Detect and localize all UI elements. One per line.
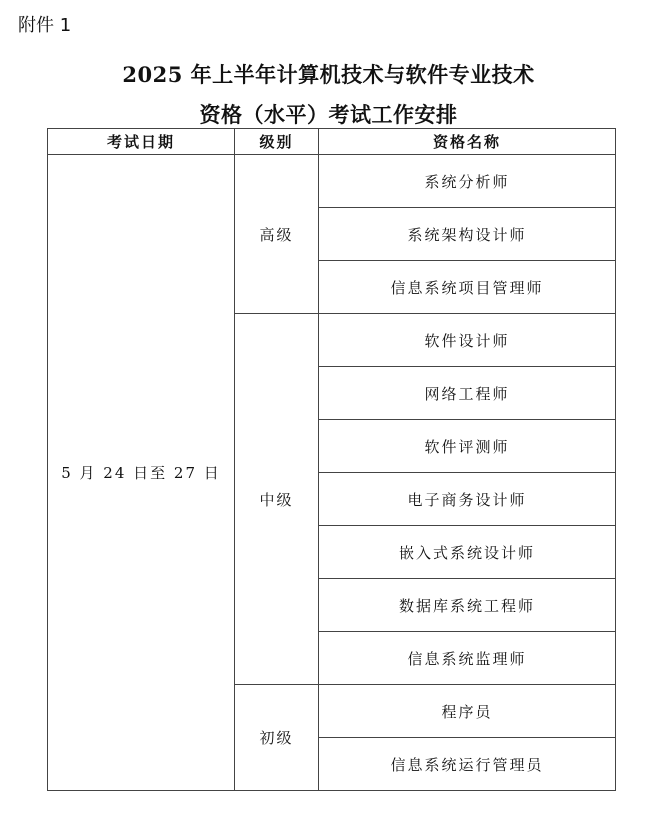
document-title-line-2: 资格（水平）考试工作安排 [199,102,458,127]
qualification-cell: 信息系统监理师 [319,632,616,685]
table-row [48,155,616,208]
header-level: 级别 [235,129,319,155]
qualification-cell: 系统分析师 [319,155,616,208]
qualification-cell: 程序员 [319,685,616,738]
qualification-cell: 电子商务设计师 [319,473,616,526]
level-cell-junior: 初级 [235,685,319,791]
qualification-cell: 数据库系统工程师 [319,579,616,632]
document-title-line-1: 2025 年上半年计算机技术与软件专业技术 [122,62,535,87]
table-header-row [48,129,616,155]
qualification-cell: 网络工程师 [319,367,616,420]
exam-schedule-table [47,128,616,791]
qualification-cell: 信息系统运行管理员 [319,738,616,791]
qualification-cell: 系统架构设计师 [319,208,616,261]
qualification-cell: 软件设计师 [319,314,616,367]
qualification-cell: 信息系统项目管理师 [319,261,616,314]
level-cell-intermediate: 中级 [235,314,319,685]
level-cell-senior: 高级 [235,155,319,314]
header-exam-date: 考试日期 [48,129,235,155]
header-qualification-name: 资格名称 [319,129,616,155]
attachment-label: 附件 1 [18,15,72,36]
qualification-cell: 软件评测师 [319,420,616,473]
exam-date-cell: 5 月 24 日至 27 日 [48,155,235,791]
qualification-cell: 嵌入式系统设计师 [319,526,616,579]
